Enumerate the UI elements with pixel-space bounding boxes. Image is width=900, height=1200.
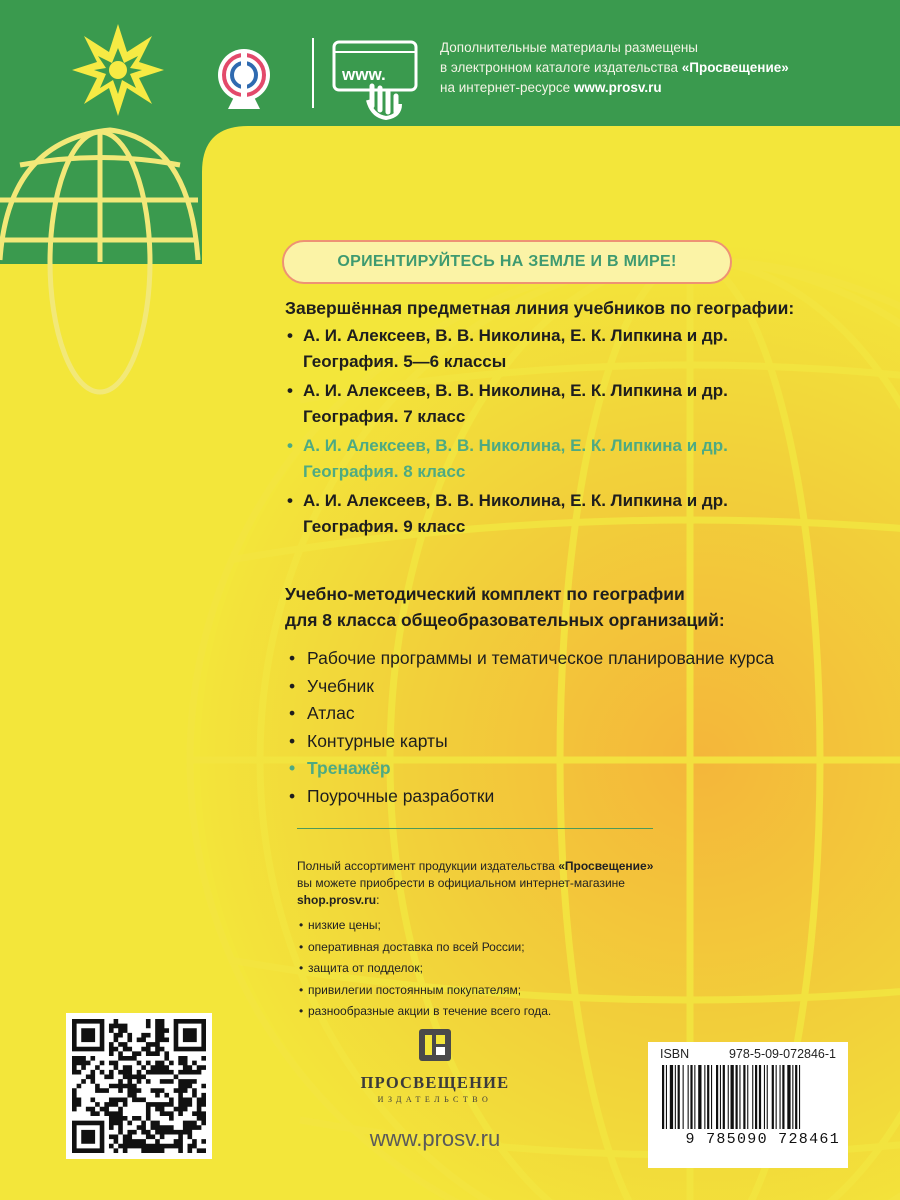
bullet-icon: • xyxy=(289,703,296,723)
shop-text: Полный ассортимент продукции издательства xyxy=(297,859,559,873)
bullet-icon: • xyxy=(289,758,296,778)
kit-item xyxy=(285,673,774,701)
barcode-icon xyxy=(656,1065,840,1129)
star-icon xyxy=(72,24,164,116)
kit-item xyxy=(285,700,774,728)
catalog-url[interactable]: www.prosv.ru xyxy=(573,80,662,95)
book-item xyxy=(285,488,794,540)
barcode-digits: 9 785090 728461 xyxy=(685,1131,840,1148)
bullet-icon: • xyxy=(287,326,293,345)
www-badge-text: www. xyxy=(342,65,386,84)
catalog-info-text: в электронном каталоге издательства xyxy=(440,60,682,75)
kit-item-label: Учебник xyxy=(307,675,374,696)
kit-item-label: Поурочные разработки xyxy=(307,785,495,806)
shop-benefits xyxy=(297,915,717,1023)
book-authors: А. И. Алексеев, В. В. Николина, Е. К. Липкина и др. xyxy=(303,436,728,455)
bullet-icon: • xyxy=(299,1004,304,1018)
isbn-label: ISBN xyxy=(660,1047,690,1061)
qr-code-icon xyxy=(66,1013,212,1159)
benefit-item xyxy=(297,1001,717,1023)
bullet-icon: • xyxy=(287,491,293,510)
series-heading: Завершённая предметная линия учебников по географии: xyxy=(285,298,795,318)
benefit-label: разнообразные акции в течение всего года. xyxy=(308,1004,552,1018)
benefit-label: низкие цены; xyxy=(308,918,381,932)
book-title: География. 7 класс xyxy=(303,407,466,426)
publisher-subtitle: ИЗДАТЕЛЬСТВО xyxy=(377,1095,493,1104)
benefit-label: защита от подделок; xyxy=(308,961,423,975)
book-authors: А. И. Алексеев, В. В. Николина, Е. К. Липкина и др. xyxy=(303,491,728,510)
kit-item-label: Рабочие программы и тематическое планирование курса xyxy=(307,648,774,668)
isbn-number: 978-5-09-072846-1 xyxy=(728,1047,836,1061)
qr-code[interactable] xyxy=(66,1013,212,1159)
kit-item-label: Контурные карты xyxy=(307,730,448,751)
book-authors: А. И. Алексеев, В. В. Николина, Е. К. Липкина и др. xyxy=(303,326,728,345)
isbn-line xyxy=(656,1047,840,1061)
shop-line xyxy=(297,892,717,909)
slogan-banner xyxy=(282,240,732,284)
publisher-site[interactable]: www.prosv.ru xyxy=(369,1126,501,1151)
publisher-brand: «Просвещение» xyxy=(558,859,654,873)
kit-item xyxy=(285,783,774,811)
kit-item-current xyxy=(285,755,774,783)
book-title: География. 5—6 классы xyxy=(303,352,507,371)
bullet-icon: • xyxy=(287,381,293,400)
publisher-name: ПРОСВЕЩЕНИЕ xyxy=(360,1073,510,1092)
bullet-icon: • xyxy=(289,648,296,668)
book-item xyxy=(285,323,794,375)
book-title: География. 9 класс xyxy=(303,517,466,536)
book-title: География. 8 класс xyxy=(303,462,466,481)
kit-list xyxy=(285,645,774,810)
book-authors: А. И. Алексеев, В. В. Николина, Е. К. Липкина и др. xyxy=(303,381,728,400)
kit-item xyxy=(285,645,774,673)
bullet-icon: • xyxy=(299,918,304,932)
benefit-item xyxy=(297,958,717,980)
bullet-icon: • xyxy=(287,436,293,455)
catalog-info-line xyxy=(440,78,880,98)
teaching-kit xyxy=(285,581,774,810)
slogan-text: ОРИЕНТИРУЙТЕСЬ НА ЗЕМЛЕ И В МИРЕ! xyxy=(337,253,677,270)
bullet-icon: • xyxy=(299,961,304,975)
shop-line: вы можете приобрести в официальном интернет-магазине xyxy=(297,876,625,890)
benefit-item xyxy=(297,980,717,1002)
shop-info xyxy=(297,858,717,1023)
publisher-brand: «Просвещение» xyxy=(681,60,789,75)
bullet-icon: • xyxy=(289,730,296,751)
publisher-emblem-icon xyxy=(418,1028,452,1062)
benefit-item xyxy=(297,937,717,959)
catalog-info-line xyxy=(440,58,880,78)
divider xyxy=(297,828,653,829)
benefit-label: привилегии постоянным покупателям; xyxy=(308,982,522,997)
kit-heading-line: Учебно-методический комплект по географии xyxy=(285,584,685,604)
kit-item-label: Тренажёр xyxy=(307,758,391,778)
book-item xyxy=(285,378,794,430)
catalog-info-text: на интернет-ресурсе xyxy=(440,80,574,95)
textbook-series xyxy=(285,295,794,543)
kit-item xyxy=(285,728,774,756)
publisher-logo xyxy=(345,1028,525,1104)
kit-heading-line: для 8 класса общеобразовательных организаций: xyxy=(285,610,725,630)
bullet-icon: • xyxy=(289,785,296,806)
bullet-icon: • xyxy=(289,675,296,696)
shop-colon: : xyxy=(376,893,380,907)
benefit-label: оперативная доставка по всей России; xyxy=(308,939,525,954)
isbn-block xyxy=(648,1042,848,1168)
bullet-icon: • xyxy=(299,982,304,997)
catalog-info xyxy=(440,38,880,98)
shop-url[interactable]: shop.prosv.ru xyxy=(297,893,377,907)
catalog-info-line: Дополнительные материалы размещены xyxy=(440,40,699,55)
bullet-icon: • xyxy=(299,939,304,954)
shop-line xyxy=(297,858,717,875)
benefit-item xyxy=(297,915,717,937)
book-item-current xyxy=(285,433,794,485)
kit-item-label: Атлас xyxy=(307,703,355,723)
kit-heading xyxy=(285,581,774,633)
book-list xyxy=(285,323,794,540)
